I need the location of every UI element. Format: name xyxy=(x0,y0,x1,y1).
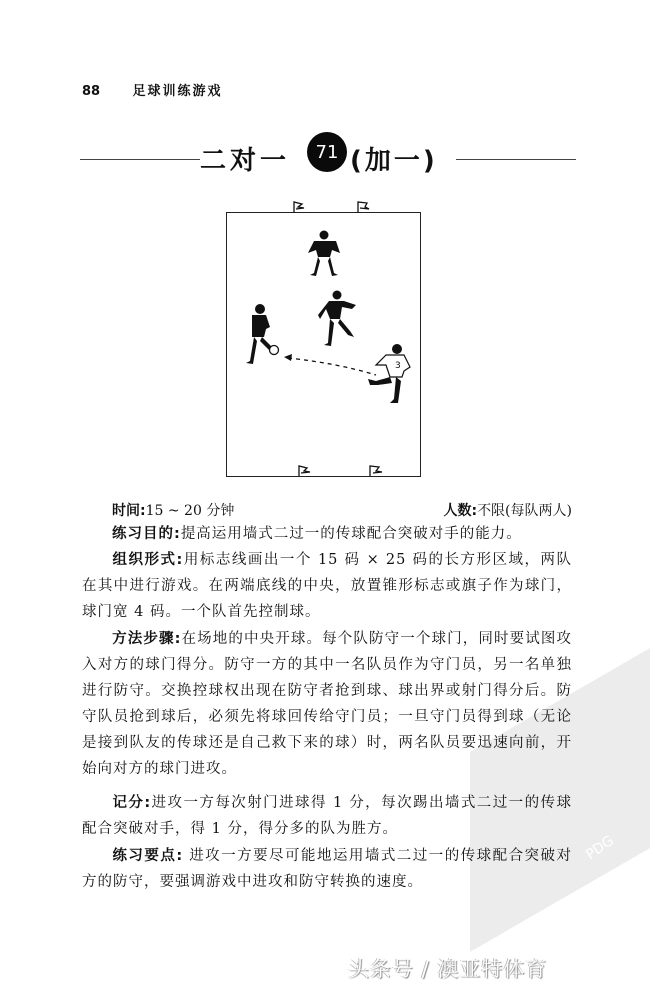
section-text: 进攻一方每次射门进球得 1 分，每次踢出墙式二过一的传球配合突破对手，得 1 分，得分多的队为胜方。 xyxy=(82,795,572,837)
arrowhead-icon xyxy=(284,354,292,361)
section-label: 记分: xyxy=(112,795,152,811)
section-text: 在场地的中央开球。每个队防守一个球门，同时要试图攻入对方的球门得分。防守一方的其中一名队员作为守门员，另一名单独进行防守。交换控球权出现在防守者抢到球、球出界或射门得分后。防守队员抢到球后，必须先将球回传给守门员；一旦守门员得到球（无论是接到队友的传球还是自己救下来的球）时，两名队员要迅速向前，开始向对方的球门进攻。 xyxy=(82,631,572,777)
section-label: 方法步骤: xyxy=(112,631,182,647)
title-main: 二对一 xyxy=(200,146,291,176)
section-key-points xyxy=(82,843,572,895)
attacker-receiving-figure xyxy=(246,304,279,364)
title-suffix: (加一) xyxy=(350,146,438,176)
time-value: 15 ~ 20 分钟 xyxy=(145,503,235,519)
game-number-badge: 71 xyxy=(307,132,347,172)
section-label: 练习要点: xyxy=(112,848,184,864)
meta-row xyxy=(112,500,572,520)
section-procedure xyxy=(82,626,572,782)
chapter-title xyxy=(0,132,655,188)
defender-figure xyxy=(318,291,356,347)
section-text: 提高运用墙式二过一的传球配合突破对手的能力。 xyxy=(180,526,522,542)
title-rule-right xyxy=(456,159,576,160)
watermark-text: PDG xyxy=(583,832,617,864)
player-number: 3 xyxy=(395,361,401,371)
players-value: 不限(每队两人) xyxy=(477,503,572,519)
section-text: 用标志线画出一个 15 码 × 25 码的长方形区域，两队在其中进行游戏。在两端底线的中央，放置锥形标志或旗子作为球门，球门宽 4 码。一个队首先控制球。 xyxy=(82,552,572,620)
section-objective xyxy=(82,521,572,547)
section-scoring xyxy=(82,790,572,842)
section-label: 组织形式: xyxy=(112,552,184,568)
section-organization xyxy=(82,547,572,625)
page-header xyxy=(82,80,223,99)
field-diagram xyxy=(226,195,426,485)
book-title: 足球训练游戏 xyxy=(132,84,223,99)
section-label: 练习目的: xyxy=(112,526,181,542)
players-label: 人数: xyxy=(443,503,478,519)
field-illustration xyxy=(226,195,426,485)
attacker-passing-figure xyxy=(368,344,410,403)
flag-icon xyxy=(294,202,382,476)
footer-source: 头条号 / 澳亚特体育 xyxy=(348,957,548,981)
title-rule-left xyxy=(80,159,200,160)
time-label: 时间: xyxy=(112,503,146,519)
pass-path xyxy=(288,358,376,375)
players-info xyxy=(443,500,572,520)
page-number: 88 xyxy=(82,84,101,99)
goalkeeper-figure xyxy=(308,231,340,277)
section-text: 进攻一方要尽可能地运用墙式二过一的传球配合突破对方的防守，要强调游戏中进攻和防守转换的速度。 xyxy=(82,848,572,890)
